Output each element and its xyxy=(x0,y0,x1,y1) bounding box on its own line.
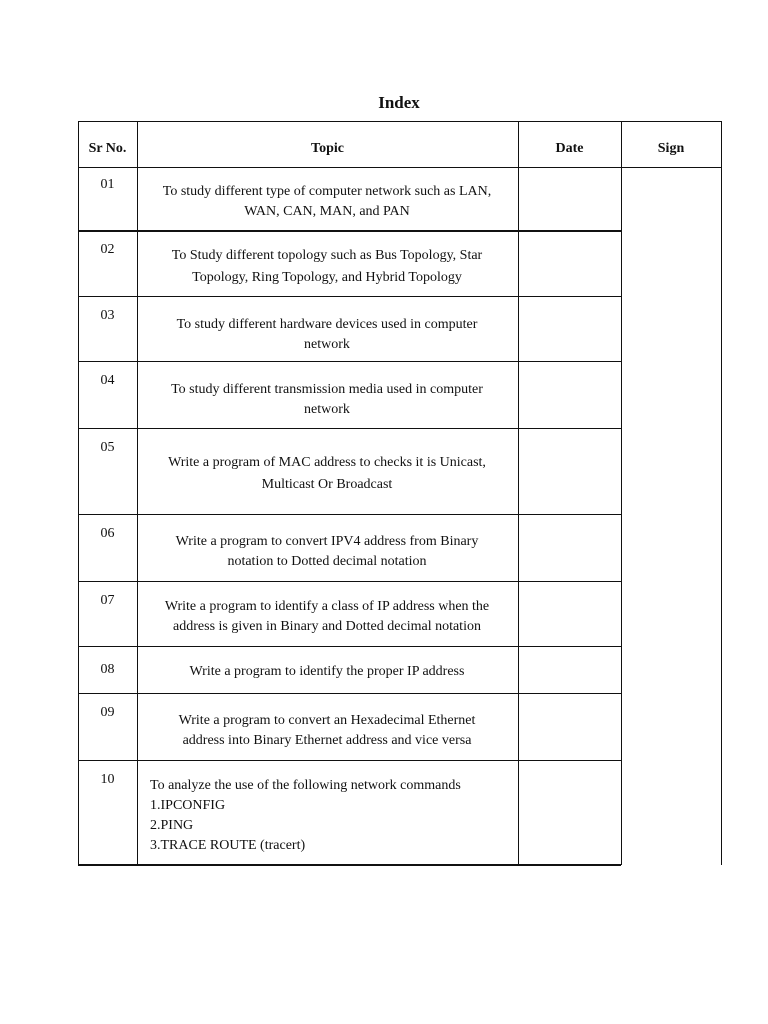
topic-line: To analyze the use of the following network commands xyxy=(150,778,461,793)
row-divider xyxy=(78,296,621,297)
topic-line: 3.TRACE ROUTE (tracert) xyxy=(150,838,306,853)
row-number: 09 xyxy=(100,705,115,720)
topic-line: Write a program to identify a class of IP address when the xyxy=(164,599,490,614)
topic-line: To study different transmission media used in computer xyxy=(171,382,483,397)
header-sr-no: Sr No. xyxy=(88,141,127,156)
topic-line: network xyxy=(304,337,350,352)
topic-line: Topology, Ring Topology, and Hybrid Topology xyxy=(192,270,462,285)
topic-line: address into Binary Ethernet address and vice versa xyxy=(182,733,472,748)
topic-line: WAN, CAN, MAN, and PAN xyxy=(244,204,410,219)
header-topic: Topic xyxy=(311,141,344,156)
topic-line: To study different type of computer network such as LAN, xyxy=(162,184,492,199)
topic-line: To Study different topology such as Bus Topology, Star xyxy=(171,248,483,263)
row-divider xyxy=(78,230,621,232)
table-border-top xyxy=(78,121,722,122)
topic-line: Write a program to convert IPV4 address from Binary xyxy=(175,534,479,549)
topic-line: Write a program to identify the proper IP address xyxy=(189,664,465,679)
row-number: 01 xyxy=(100,177,115,192)
row-number: 07 xyxy=(100,593,115,608)
row-topic xyxy=(138,245,516,289)
row-divider xyxy=(78,514,621,515)
table-border-bottom xyxy=(78,864,621,866)
row-divider xyxy=(78,646,621,647)
topic-line: Write a program of MAC address to checks it is Unicast, xyxy=(168,455,486,470)
topic-line: 2.PING xyxy=(150,818,194,833)
row-topic xyxy=(138,532,516,572)
row-topic xyxy=(138,597,516,637)
header-divider xyxy=(78,167,722,168)
row-topic xyxy=(138,452,516,496)
topic-line: Multicast Or Broadcast xyxy=(261,477,393,492)
topic-line: network xyxy=(304,402,350,417)
row-divider xyxy=(78,581,621,582)
row-divider xyxy=(78,693,621,694)
row-number: 04 xyxy=(100,373,115,388)
row-topic xyxy=(138,711,516,751)
row-divider xyxy=(78,428,621,429)
row-topic xyxy=(138,380,516,420)
column-divider xyxy=(518,121,519,865)
column-divider xyxy=(621,121,622,865)
row-number: 06 xyxy=(100,526,115,541)
row-topic xyxy=(138,182,516,222)
row-divider xyxy=(78,760,621,761)
row-topic xyxy=(138,315,516,355)
topic-line: address is given in Binary and Dotted decimal notation xyxy=(173,619,481,634)
header-sign: Sign xyxy=(657,141,685,156)
table-border-right xyxy=(721,121,722,865)
row-topic xyxy=(150,776,510,856)
row-number: 02 xyxy=(100,242,115,257)
topic-line: notation to Dotted decimal notation xyxy=(227,554,427,569)
topic-line: To study different hardware devices used in computer xyxy=(176,317,478,332)
page-title: Index xyxy=(378,93,420,112)
row-divider xyxy=(78,361,621,362)
table-border-left xyxy=(78,121,79,865)
index-table xyxy=(78,121,722,865)
header-date: Date xyxy=(555,141,584,156)
row-number: 05 xyxy=(100,440,115,455)
row-number: 03 xyxy=(100,308,115,323)
topic-line: Write a program to convert an Hexadecimal Ethernet xyxy=(178,713,476,728)
row-topic xyxy=(138,662,516,682)
row-number: 08 xyxy=(100,662,115,677)
topic-line: 1.IPCONFIG xyxy=(150,798,226,813)
row-number: 10 xyxy=(100,772,115,787)
